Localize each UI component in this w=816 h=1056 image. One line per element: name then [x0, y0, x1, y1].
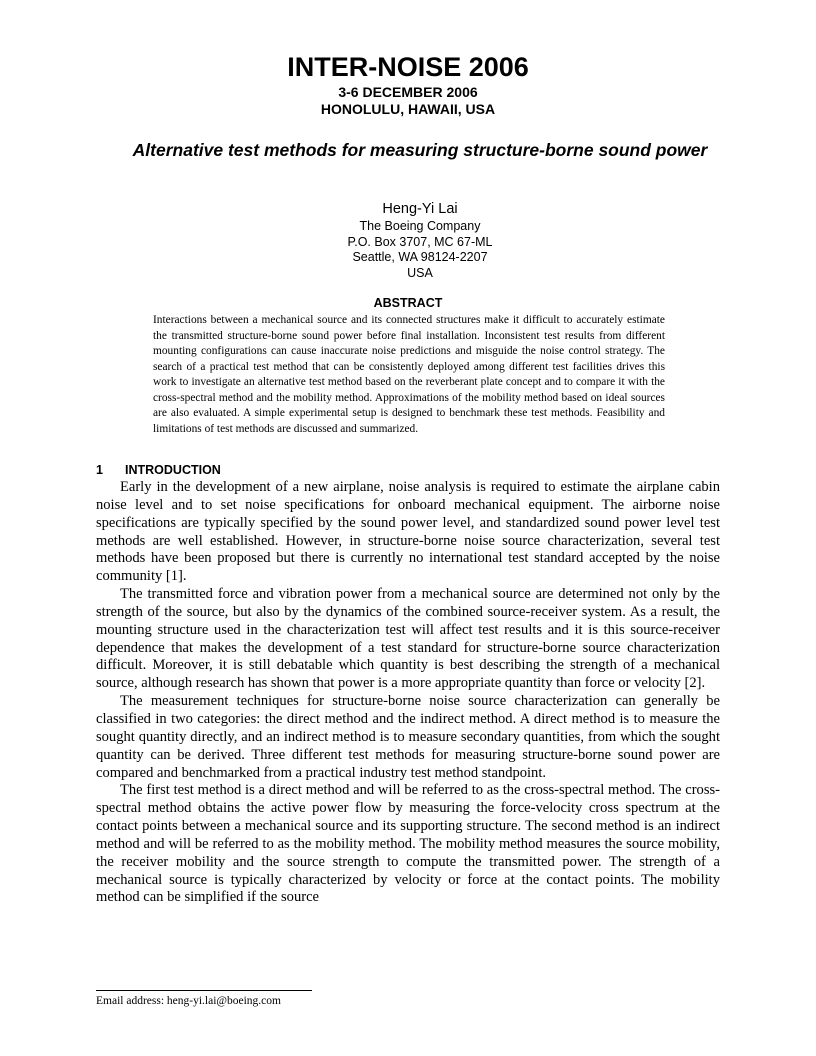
affiliation-country: USA	[407, 265, 433, 280]
affiliation-po-box: P.O. Box 3707, MC 67-ML	[347, 234, 493, 249]
footnote-email: Email address: heng-yi.lai@boeing.com	[96, 995, 281, 1007]
section-title: INTRODUCTION	[125, 463, 221, 477]
affiliation-company: The Boeing Company	[359, 219, 481, 233]
conference-title: INTER-NOISE 2006	[287, 52, 529, 82]
footnote-rule	[96, 990, 312, 991]
affiliation-city: Seattle, WA 98124-2207	[352, 250, 488, 264]
abstract-heading: ABSTRACT	[373, 296, 443, 310]
section-heading	[96, 463, 496, 478]
paragraph: The transmitted force and vibration power from a mechanical source are determined not only by the strength of the source, but also by the dynamics of the combined source-receiver system. As a result, the mounting structure used in the characterization test will affect test results and it is this source-receiver dependence that makes the development of a test standard for structure-borne source characterization difficult. Moreover, it is still debatable which quantity is best describing the strength of a mechanical source, although research has shown that power is a more appropriate quantity than force or velocity [2].	[96, 586, 720, 692]
paragraph: Early in the development of a new airplane, noise analysis is required to estimate the airplane cabin noise level and to set noise specifications for onboard mechanical equipment. The airborne noise specifications are typically specified by the sound power level, and standardized sound power level test methods are well established. However, in structure-borne noise source characterization, several test methods have been proposed but there is currently no international test standard accepted by the noise community [1].	[96, 479, 720, 585]
section-number: 1	[96, 463, 103, 477]
conference-location: HONOLULU, HAWAII, USA	[320, 101, 496, 117]
author-name: Heng-Yi Lai	[382, 201, 458, 217]
author-block	[0, 199, 816, 281]
paragraph: The first test method is a direct method and will be referred to as the cross-spectral method. The cross-spectral method obtains the active power flow by measuring the force-velocity cross spectrum at the contact points between a mechanical source and its supporting structure. The second method is an indirect method and will be referred to as the mobility method. The mobility method measures the source mobility, the receiver mobility and the source strength to compute the transmitted power. The strength of a mechanical source is typically characterized by velocity or force at the contact points. The mobility method can be simplified if the source	[96, 782, 720, 906]
introduction-body	[96, 479, 720, 907]
paragraph: The measurement techniques for structure-borne noise source characterization can generally be classified in two categories: the direct method and the indirect method. A direct method is to measure the sought quantity directly, and an indirect method is to measure secondary quantities, from which the sought quantity can be derived. Three different test methods for measuring structure-borne sound power are compared and benchmarked from a practical industry test method standpoint.	[96, 693, 720, 781]
conference-dates: 3-6 DECEMBER 2006	[338, 84, 478, 100]
paper-title: Alternative test methods for measuring structure-borne sound power	[132, 140, 708, 160]
abstract-text: Interactions between a mechanical source and its connected structures make it difficult to accurately estimate the transmitted structure-borne sound power before final installation. Inconsistent test results from different mounting configurations can cause inaccurate noise predictions and misguide the noise control strategy. The search of a practical test method that can be consistently deployed among different test facilities drives this work to investigate an alternative test method based on the reverberant plate concept and to compare it with the cross-spectral method and the mobility method. Approximations of the mobility method based on ideal sources are also evaluated. A simple experimental setup is designed to benchmark these test methods. Feasibility and limitations of test methods are discussed and summarized.	[153, 314, 665, 435]
